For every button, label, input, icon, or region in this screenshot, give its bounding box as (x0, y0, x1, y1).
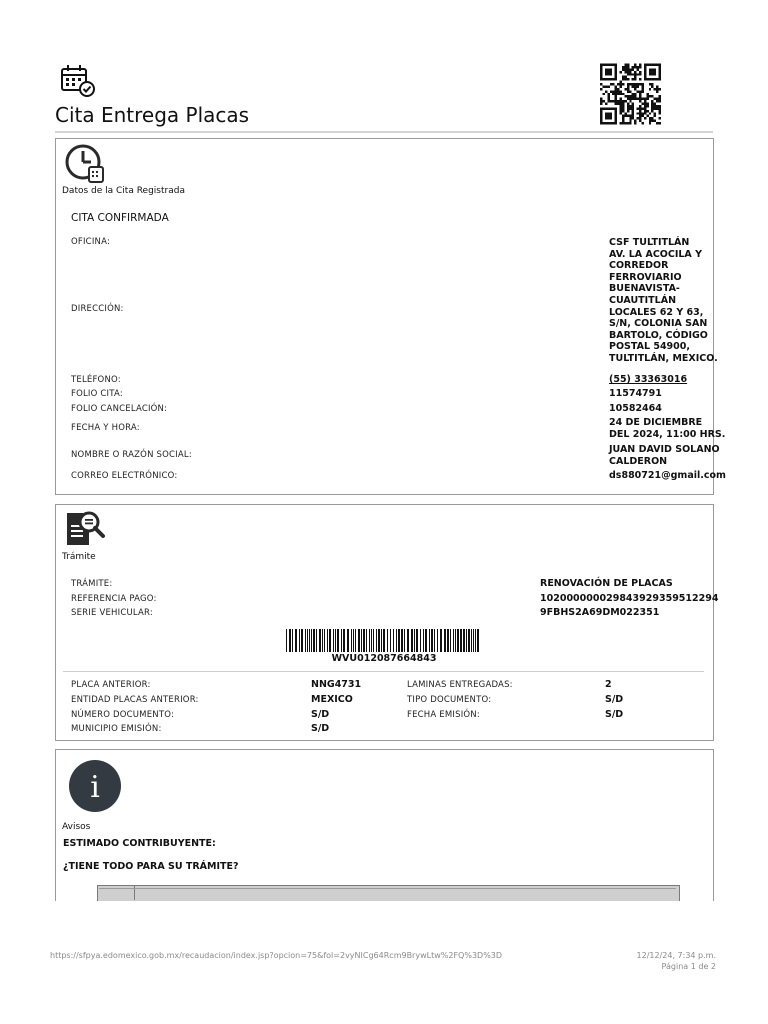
entidad-label: ENTIDAD PLACAS ANTERIOR: (71, 695, 199, 705)
correo-label: CORREO ELECTRÓNICO: (71, 471, 178, 481)
municipio-label: MUNICIPIO EMISIÓN: (71, 724, 162, 734)
folio-cancelacion-label: FOLIO CANCELACIÓN: (71, 404, 168, 414)
footer-page: Página 1 de 2 (661, 962, 716, 971)
cita-section-label: Datos de la Cita Registrada (62, 186, 185, 196)
office-address: CSF TULTITLÁN AV. LA ACOCILA Y CORREDOR FERROVIARIO BUENAVISTA- CUAUTITLÁN LOCALES 62 Y 63, S/N, COLONIA SAN BARTOLO, CÓDIGO POSTAL 54900, TULTITLÁN, MEXICO. (609, 237, 718, 364)
tramite-section (55, 504, 714, 741)
footer-datetime: 12/12/24, 7:34 p.m. (636, 951, 716, 960)
direccion-label: DIRECCIÓN: (71, 304, 124, 314)
placa-anterior-label: PLACA ANTERIOR: (71, 680, 151, 690)
tramite-section-label: Trámite (62, 552, 96, 562)
avisos-section-label: Avisos (62, 822, 91, 832)
correo-value: ds880721@gmail.com (609, 470, 726, 481)
tipo-documento-value: S/D (605, 694, 624, 705)
fecha-emision-value: S/D (605, 709, 624, 720)
telefono-link[interactable]: (55) 33363016 (609, 374, 688, 385)
laminas-value: 2 (605, 679, 612, 690)
placa-anterior-value: NNG4731 (311, 679, 362, 690)
entidad-value: MEXICO (311, 694, 353, 705)
tramite-divider (63, 671, 704, 672)
numero-documento-value: S/D (311, 709, 330, 720)
barcode (286, 629, 482, 652)
header-divider (55, 131, 713, 133)
barcode-text: WVU012087664843 (331, 653, 437, 664)
folio-cita-label: FOLIO CITA: (71, 389, 123, 399)
avisos-section (55, 749, 714, 901)
fecha-hora-value: 24 DE DICIEMBRE DEL 2024, 11:00 HRS. (609, 417, 726, 440)
svg-text:i: i (90, 770, 100, 805)
telefono-label: TELÉFONO: (71, 375, 121, 385)
page-title: Cita Entrega Placas (55, 103, 250, 127)
fecha-hora-label: FECHA Y HORA: (71, 423, 140, 433)
avisos-line1: ESTIMADO CONTRIBUYENTE: (63, 838, 216, 849)
tramite-value: RENOVACIÓN DE PLACAS (540, 578, 673, 589)
nombre-label: NOMBRE O RAZÓN SOCIAL: (71, 450, 192, 460)
serie-label: SERIE VEHICULAR: (71, 608, 153, 618)
referencia-label: REFERENCIA PAGO: (71, 594, 157, 604)
oficina-label: OFICINA: (71, 237, 111, 247)
document-search-icon (64, 507, 106, 549)
avisos-line2: ¿TIENE TODO PARA SU TRÁMITE? (63, 861, 239, 872)
fecha-emision-label: FECHA EMISIÓN: (407, 710, 480, 720)
referencia-value: 10200000002984392935951229​4 (540, 593, 719, 604)
tipo-documento-label: TIPO DOCUMENTO: (407, 695, 492, 705)
clock-calendar-icon (64, 143, 106, 185)
nombre-value: JUAN DAVID SOLANO CALDERON (609, 444, 720, 467)
laminas-label: LAMINAS ENTREGADAS: (407, 680, 513, 690)
avisos-table-inner-border (99, 888, 676, 901)
qr-code (600, 63, 661, 125)
folio-cita-value: 11574791 (609, 388, 662, 399)
folio-cancelacion-value: 10582464 (609, 403, 662, 414)
cita-status: CITA CONFIRMADA (71, 212, 169, 224)
info-icon (68, 759, 122, 813)
municipio-value: S/D (311, 723, 330, 734)
calendar-check-icon (60, 64, 96, 98)
serie-value: 9FBHS2A69DM022351 (540, 607, 660, 618)
numero-documento-label: NÚMERO DOCUMENTO: (71, 710, 175, 720)
footer-url[interactable]: https://sfpya.edomexico.gob.mx/recaudacion/index.jsp?opcion=75&fol=2vyNICg64Rcm9BrywLtw%2FQ%3D%3D (50, 951, 503, 960)
tramite-label: TRÁMITE: (71, 579, 113, 589)
